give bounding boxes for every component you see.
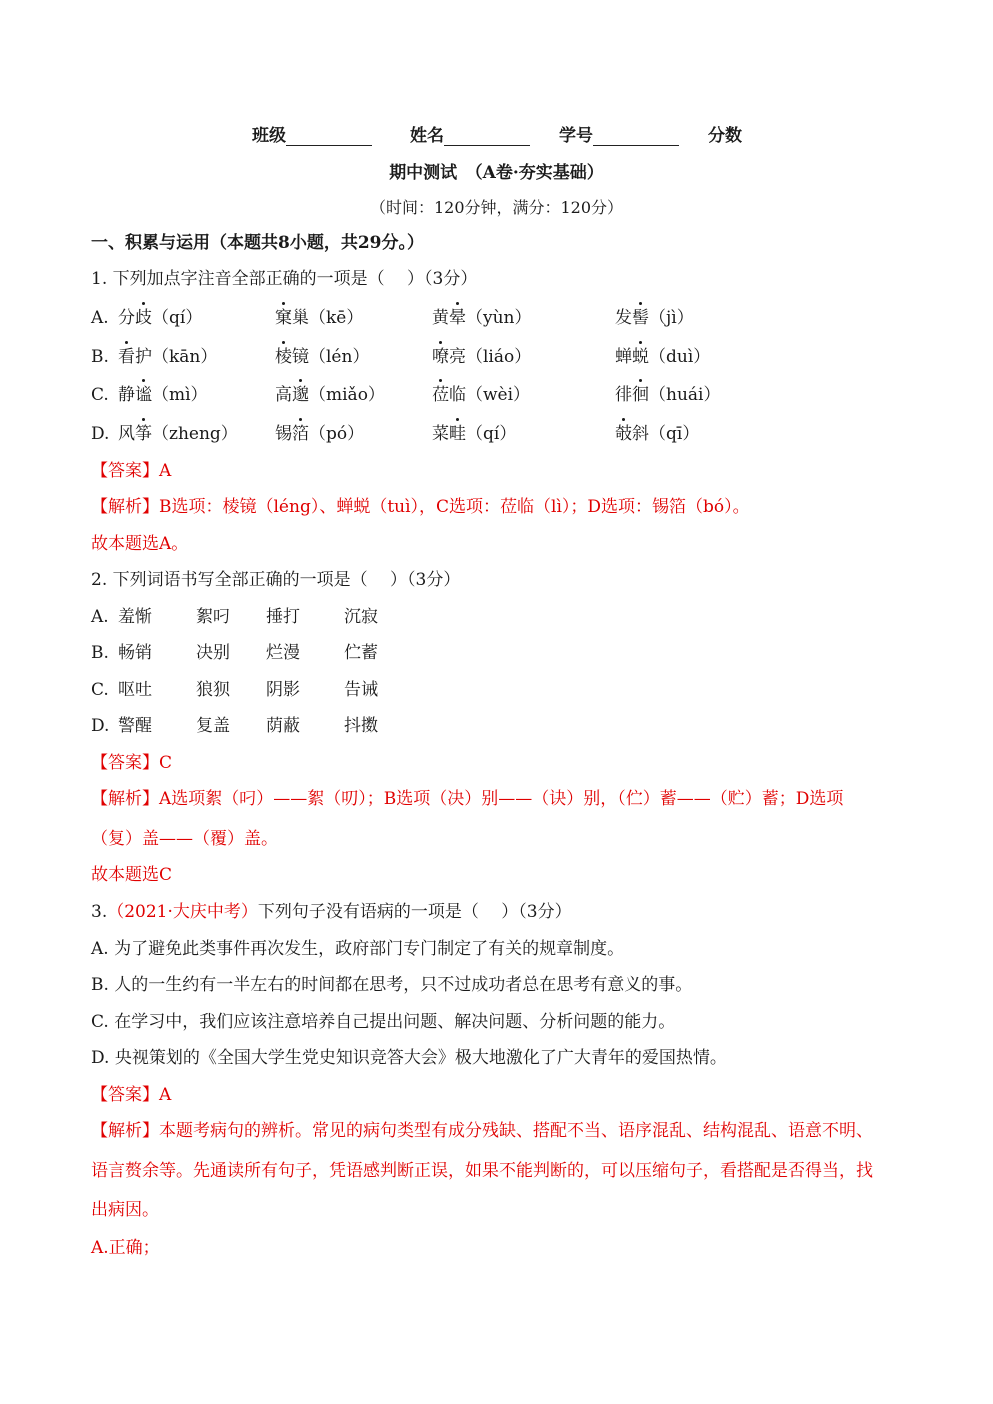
- q2-option-word: 荫蔽: [266, 716, 300, 736]
- q1-option-label: B.: [91, 347, 109, 367]
- dotted-character: 谧: [135, 385, 152, 405]
- number-blank[interactable]: [593, 127, 679, 146]
- q2-option-label: D.: [91, 716, 110, 736]
- q1-option-item: [275, 384, 385, 406]
- dotted-character: 歧: [135, 308, 152, 328]
- item-prefix: 蝉: [615, 347, 632, 367]
- item-suffix: （zheng）: [152, 424, 238, 444]
- item-prefix: 风: [118, 424, 135, 444]
- q3-stem-text: 下列句子没有语病的一项是（ ）（3分）: [257, 902, 572, 922]
- item-suffix: 斜（qī）: [632, 424, 700, 444]
- q1-option-item: [275, 423, 364, 445]
- item-prefix: 菜: [432, 424, 449, 444]
- q3-analysis-line2: 语言赘余等。先通读所有句子，凭语感判断正误，如果不能判断的，可以压缩句子，看搭配是否得当，找: [91, 1161, 873, 1181]
- q2-option-word: 畅销: [118, 643, 152, 663]
- item-suffix: （miǎo）: [309, 385, 385, 405]
- item-suffix: 镜（lén）: [292, 347, 370, 367]
- q2-option-word: 告诫: [344, 680, 378, 700]
- q1-option-item: [118, 423, 238, 445]
- item-prefix: 高: [275, 385, 292, 405]
- q3-option-a-note: A.正确；: [91, 1238, 160, 1258]
- item-suffix: 护（kān）: [135, 347, 218, 367]
- item-prefix: 分: [118, 308, 135, 328]
- item-suffix: （mì）: [152, 385, 208, 405]
- q1-analysis: 【解析】B选项：棱镜（léng）、蝉蜕（tuì），C选项：莅临（lì）；D选项：锡箔（bó）。: [91, 497, 750, 517]
- q2-option-word: 呕吐: [118, 680, 152, 700]
- item-prefix: 锡: [275, 424, 292, 444]
- q2-option-word: 烂漫: [266, 643, 300, 663]
- q3-option-d: D. 央视策划的《全国大学生党史知识竞答大会》极大地激化了广大青年的爱国热情。: [91, 1048, 727, 1068]
- dotted-character: 徊: [632, 385, 649, 405]
- q1-option-label: D.: [91, 424, 110, 444]
- q3-option-c: C. 在学习中，我们应该注意培养自己提出问题、解决问题、分析问题的能力。: [91, 1012, 676, 1032]
- item-prefix: 徘: [615, 385, 632, 405]
- q2-option-word: 捶打: [266, 607, 300, 627]
- q3-source: （2021·大庆中考）: [107, 902, 258, 922]
- item-prefix: 黄: [432, 308, 449, 328]
- q1-option-item: [275, 307, 363, 329]
- student-info-row: [0, 121, 993, 145]
- q3-number: 3.: [91, 902, 108, 922]
- dotted-character: 莅: [432, 385, 449, 405]
- q1-option-item: [432, 346, 531, 368]
- name-blank[interactable]: [444, 127, 530, 146]
- q2-analysis-line2: （复）盖——（覆）盖。: [91, 829, 278, 849]
- q1-option-item: [275, 346, 369, 368]
- q1-answer: 【答案】A: [91, 461, 172, 481]
- q2-option-word: 警醒: [118, 716, 152, 736]
- q1-option-item: [118, 346, 217, 368]
- item-suffix: 亮（liáo）: [449, 347, 532, 367]
- dotted-character: 邈: [292, 385, 309, 405]
- q2-option-word: 抖擞: [344, 716, 378, 736]
- exam-title: 期中测试 （A卷·夯实基础）: [389, 163, 604, 183]
- dotted-character: 窠: [275, 308, 292, 328]
- q1-option-item: [615, 384, 720, 406]
- dotted-character: 蜕: [632, 347, 649, 367]
- q1-option-item: [615, 307, 694, 329]
- item-suffix: （jì）: [649, 308, 694, 328]
- q2-option-word: 羞惭: [118, 607, 152, 627]
- name-field: [410, 121, 530, 146]
- q2-option-word: 狼狈: [196, 680, 230, 700]
- q2-option-word: 絮叼: [196, 607, 230, 627]
- number-label: 学号: [559, 126, 593, 146]
- score-label: 分数: [708, 126, 742, 146]
- item-prefix: 发: [615, 308, 632, 328]
- class-label: 班级: [252, 126, 286, 146]
- q3-option-b: B. 人的一生约有一半左右的时间都在思考，只不过成功者总在思考有意义的事。: [91, 975, 693, 995]
- dotted-character: 箔: [292, 424, 309, 444]
- q2-option-word: 阴影: [266, 680, 300, 700]
- q1-stem: 1. 下列加点字注音全部正确的一项是（ ）（3分）: [91, 269, 478, 289]
- q1-option-item: [432, 423, 516, 445]
- q3-option-a: A. 为了避免此类事件再次发生，政府部门专门制定了有关的规章制度。: [91, 939, 625, 959]
- q1-option-item: [118, 307, 202, 329]
- number-field: [559, 121, 679, 146]
- q1-option-label: C.: [91, 385, 109, 405]
- q2-option-word: 决别: [196, 643, 230, 663]
- q3-answer: 【答案】A: [91, 1085, 172, 1105]
- q2-option-label: B.: [91, 643, 109, 663]
- q1-option-item: [432, 307, 532, 329]
- dotted-character: 髻: [632, 308, 649, 328]
- q2-conclusion: 故本题选C: [91, 865, 173, 885]
- q1-option-item: [615, 346, 710, 368]
- item-suffix: （pó）: [309, 424, 365, 444]
- q2-analysis-line1: 【解析】A选项絮（叼）——絮（叨）；B选项（决）别——（诀）别，（伫）蓄——（贮）蓄；D选项: [91, 789, 844, 809]
- item-suffix: 临（wèi）: [449, 385, 531, 405]
- q1-option-item: [118, 384, 208, 406]
- item-suffix: （qí）: [466, 424, 517, 444]
- dotted-character: 看: [118, 347, 135, 367]
- q2-option-label: C.: [91, 680, 109, 700]
- exam-subtitle: （时间：120分钟，满分：120分）: [369, 198, 624, 217]
- q1-option-item: [615, 423, 699, 445]
- item-suffix: 巢（kē）: [292, 308, 364, 328]
- q3-analysis-line3: 出病因。: [91, 1200, 159, 1220]
- item-suffix: （duì）: [649, 347, 711, 367]
- q1-conclusion: 故本题选A。: [91, 534, 189, 554]
- dotted-character: 筝: [135, 424, 152, 444]
- q2-option-word: 复盖: [196, 716, 230, 736]
- item-prefix: 静: [118, 385, 135, 405]
- q2-option-word: 沉寂: [344, 607, 378, 627]
- q1-option-item: [432, 384, 530, 406]
- score-field: [708, 121, 742, 146]
- q2-option-label: A.: [91, 607, 109, 627]
- q2-answer: 【答案】C: [91, 753, 173, 773]
- dotted-character: 棱: [275, 347, 292, 367]
- item-suffix: （yùn）: [466, 308, 532, 328]
- q3-analysis-line1: 【解析】本题考病句的辨析。常见的病句类型有成分残缺、搭配不当、语序混乱、结构混乱、语意不明、: [91, 1121, 873, 1141]
- name-label: 姓名: [410, 126, 444, 146]
- item-suffix: （qí）: [152, 308, 203, 328]
- q2-option-word: 伫蓄: [344, 643, 378, 663]
- dotted-character: 嘹: [432, 347, 449, 367]
- class-blank[interactable]: [286, 127, 372, 146]
- dotted-character: 攲: [615, 424, 632, 444]
- q3-stem: [91, 901, 572, 923]
- dotted-character: 畦: [449, 424, 466, 444]
- class-field: [252, 121, 372, 146]
- section-heading: 一、积累与运用（本题共8小题，共29分。）: [91, 233, 424, 253]
- dotted-character: 晕: [449, 308, 466, 328]
- q1-option-label: A.: [91, 308, 109, 328]
- q2-stem: 2. 下列词语书写全部正确的一项是（ ）（3分）: [91, 570, 461, 590]
- item-suffix: （huái）: [649, 385, 721, 405]
